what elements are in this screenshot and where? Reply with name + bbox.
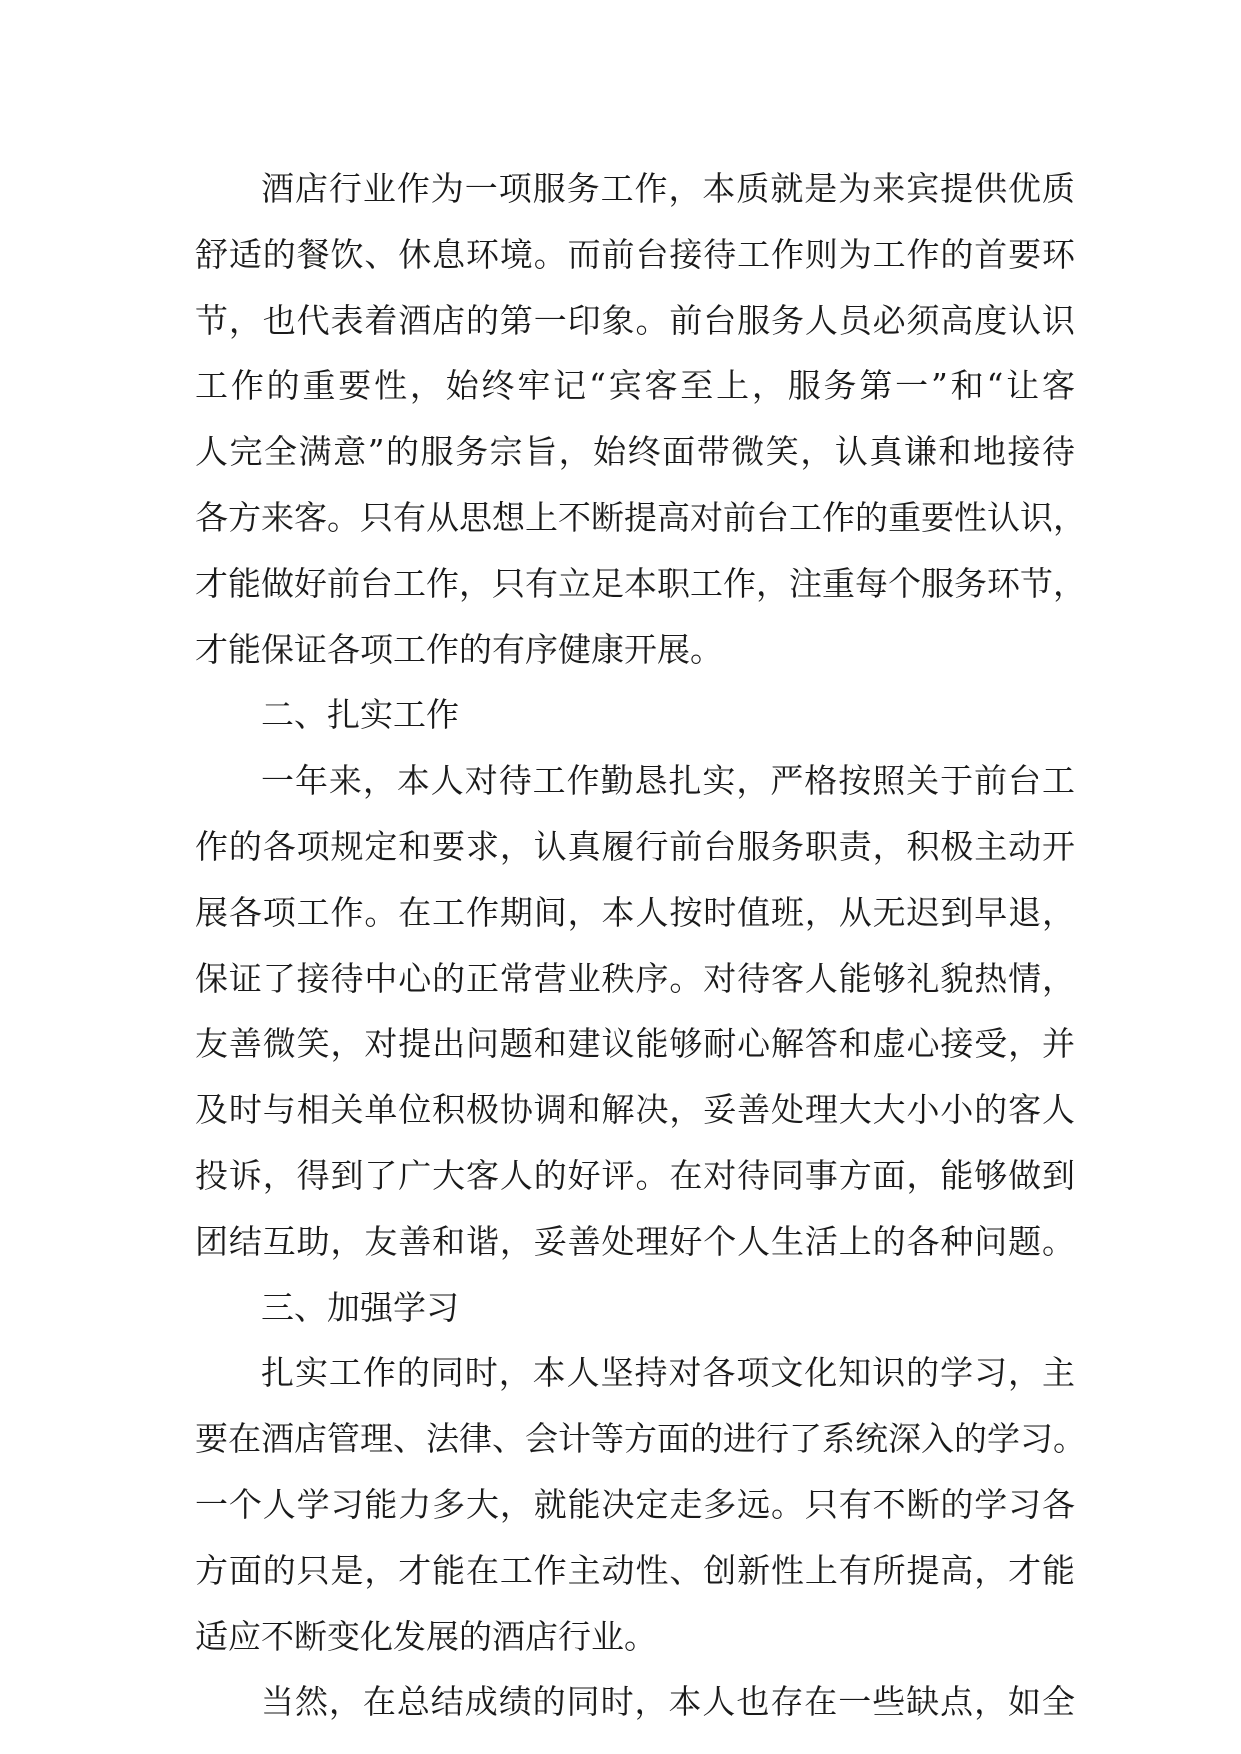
section-heading-2: 二、扎实工作 xyxy=(261,695,459,735)
section-heading-3: 三、加强学习 xyxy=(261,1287,459,1327)
paragraph-line: 展各项工作。在工作期间，本人按时值班，从无迟到早退， xyxy=(195,892,1075,932)
document-body xyxy=(195,156,1086,1735)
paragraph-line: 团结互助，友善和谐，妥善处理好个人生活上的各种问题。 xyxy=(195,1221,1075,1261)
paragraph-line: 作的各项规定和要求，认真履行前台服务职责，积极主动开 xyxy=(195,826,1075,866)
paragraph-line: 酒店行业作为一项服务工作，本质就是为来宾提供优质 xyxy=(261,169,1075,208)
paragraph-line: 要在酒店管理、法律、会计等方面的进行了系统深入的学习。 xyxy=(195,1419,1086,1459)
paragraph-line: 当然，在总结成绩的同时，本人也存在一些缺点，如全 xyxy=(261,1682,1075,1722)
paragraph-line: 节，也代表着酒店的第一印象。前台服务人员必须高度认识 xyxy=(195,300,1075,340)
paragraph-line: 适应不断变化发展的酒店行业。 xyxy=(195,1616,657,1656)
paragraph-line: 保证了接待中心的正常营业秩序。对待客人能够礼貌热情， xyxy=(195,958,1075,998)
paragraph-line: 一个人学习能力多大，就能决定走多远。只有不断的学习各 xyxy=(195,1484,1075,1524)
paragraph-line: 工作的重要性，始终牢记“宾客至上，服务第一”和“让客 xyxy=(195,366,1075,406)
paragraph-line: 方面的只是，才能在工作主动性、创新性上有所提高，才能 xyxy=(195,1550,1075,1590)
paragraph-line: 及时与相关单位积极协调和解决，妥善处理大大小小的客人 xyxy=(195,1090,1075,1130)
paragraph-line: 一年来，本人对待工作勤恳扎实，严格按照关于前台工 xyxy=(261,761,1075,801)
paragraph-line: 才能做好前台工作，只有立足本职工作，注重每个服务环节， xyxy=(195,563,1086,603)
paragraph-line: 投诉，得到了广大客人的好评。在对待同事方面，能够做到 xyxy=(195,1155,1075,1195)
paragraph-line: 舒适的餐饮、休息环境。而前台接待工作则为工作的首要环 xyxy=(195,234,1075,274)
paragraph-line: 各方来客。只有从思想上不断提高对前台工作的重要性认识， xyxy=(195,497,1086,537)
paragraph-line: 人完全满意”的服务宗旨，始终面带微笑，认真谦和地接待 xyxy=(195,432,1075,472)
paragraph-line: 扎实工作的同时，本人坚持对各项文化知识的学习，主 xyxy=(261,1353,1075,1393)
paragraph-line: 友善微笑，对提出问题和建议能够耐心解答和虚心接受，并 xyxy=(195,1024,1075,1064)
paragraph-line: 才能保证各项工作的有序健康开展。 xyxy=(195,629,723,669)
